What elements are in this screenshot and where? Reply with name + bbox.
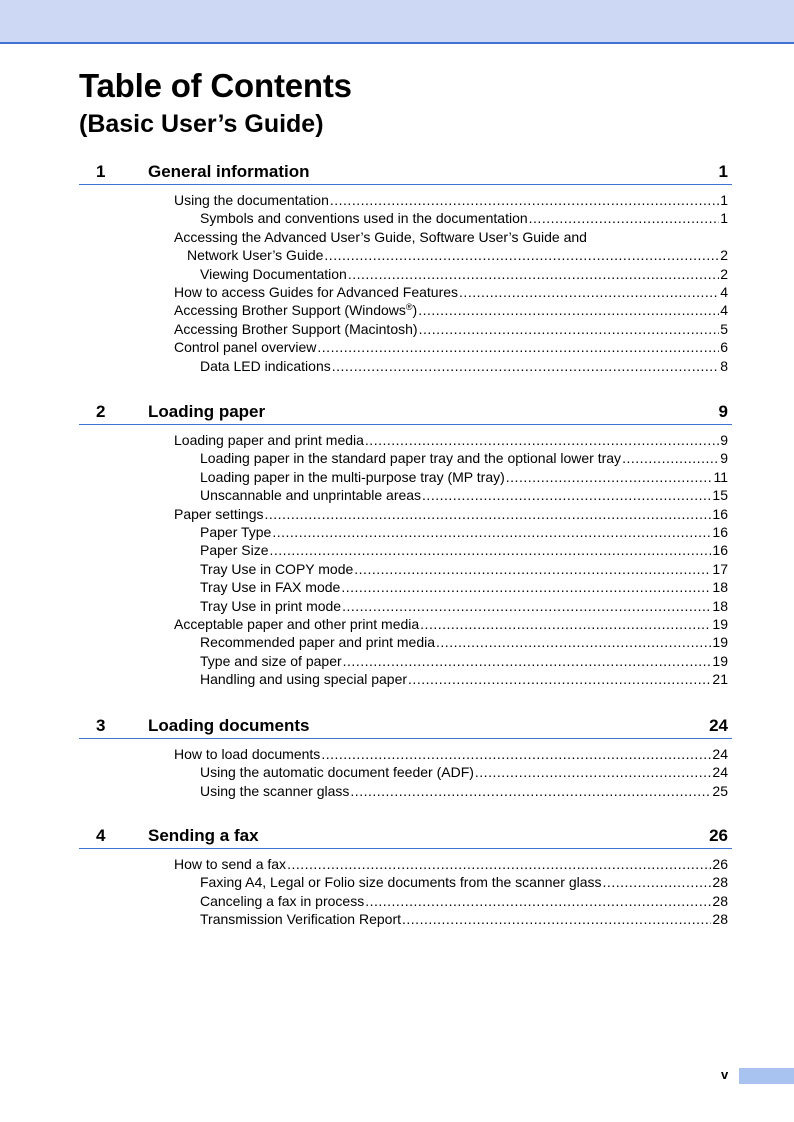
toc-entry[interactable] xyxy=(174,191,728,209)
toc-entry[interactable] xyxy=(200,578,728,596)
toc-entry-text: Symbols and conventions used in the documentation xyxy=(200,210,528,227)
dot-leader xyxy=(475,763,712,781)
chapter-heading[interactable] xyxy=(79,714,732,739)
dot-leader xyxy=(341,578,711,596)
chapter-loading-documents xyxy=(79,714,732,800)
toc-entry[interactable] xyxy=(187,246,728,264)
toc-entry[interactable] xyxy=(200,486,728,504)
chapter-number: 2 xyxy=(96,402,106,421)
dot-leader xyxy=(365,892,711,910)
toc-entry-page: 1 xyxy=(720,192,728,208)
toc-entry-text: How to send a fax xyxy=(174,856,287,872)
dot-leader xyxy=(622,449,719,467)
dot-leader xyxy=(332,357,719,375)
footer-page-number: v xyxy=(721,1067,729,1082)
toc-entry-text: Type and size of paper xyxy=(200,652,342,669)
toc-entry[interactable] xyxy=(174,505,728,523)
dot-leader xyxy=(348,265,719,283)
toc-entry-page: 9 xyxy=(720,450,728,467)
toc-entry[interactable] xyxy=(200,209,728,227)
toc-entry[interactable] xyxy=(174,320,728,338)
chapter-page: 9 xyxy=(718,402,728,421)
dot-leader xyxy=(603,873,712,891)
toc-entry-text: How to access Guides for Advanced Features xyxy=(174,284,459,301)
toc-entry[interactable] xyxy=(174,855,728,873)
dot-leader xyxy=(324,246,719,264)
toc-entry-page: 19 xyxy=(712,634,728,651)
dot-leader xyxy=(408,670,711,688)
toc-entry-page: 2 xyxy=(720,265,728,282)
toc-entry-text: Accessing Brother Support (Macintosh) xyxy=(174,320,418,337)
toc-entry-page: 25 xyxy=(712,782,728,799)
toc-entry-list xyxy=(79,739,732,800)
chapter-title: General information xyxy=(148,162,310,181)
toc-entry-page: 2 xyxy=(720,247,728,264)
toc-entry-text xyxy=(174,301,417,319)
dot-leader xyxy=(330,191,719,209)
registered-mark: ® xyxy=(405,302,413,313)
toc-entry-text: Unscannable and unprintable areas xyxy=(200,487,422,504)
dot-leader xyxy=(265,505,712,523)
toc-entry-text: Faxing A4, Legal or Folio size documents from the scanner glass xyxy=(200,874,602,891)
toc-entry-text: Tray Use in FAX mode xyxy=(200,579,341,596)
toc-entry-text: Acceptable paper and other print media xyxy=(174,616,420,633)
dot-leader xyxy=(436,633,711,651)
toc-entry-text: Using the scanner glass xyxy=(200,782,350,799)
toc-entry-text: Loading paper and print media xyxy=(174,432,364,448)
dot-leader xyxy=(269,541,711,559)
toc-entry-text: Loading paper in the multi-purpose tray (MP tray) xyxy=(200,468,505,485)
toc-entry[interactable] xyxy=(174,228,728,246)
toc-entry[interactable] xyxy=(200,449,728,467)
toc-entry-page: 11 xyxy=(713,468,728,485)
chapter-general-information xyxy=(79,160,732,375)
chapter-title: Loading documents xyxy=(148,716,310,735)
toc-entry-text: Network User’s Guide xyxy=(187,247,324,264)
toc-entry-page: 28 xyxy=(712,911,728,928)
dot-leader xyxy=(459,283,719,301)
toc-entry-page: 1 xyxy=(720,210,728,227)
toc-entry-page: 17 xyxy=(712,560,728,577)
chapter-number: 4 xyxy=(96,826,106,845)
header-band xyxy=(0,0,794,44)
toc-entry-text: Data LED indications xyxy=(200,357,331,374)
toc-entry[interactable] xyxy=(200,873,728,891)
toc-entry-page: 16 xyxy=(712,524,728,541)
toc-entry-text: Paper Size xyxy=(200,542,269,559)
dot-leader xyxy=(354,560,711,578)
chapter-heading[interactable] xyxy=(79,824,732,849)
toc-entry-page: 16 xyxy=(712,505,728,522)
chapter-page: 24 xyxy=(709,716,728,735)
toc-entry-text: Paper Type xyxy=(200,524,272,541)
footer-band xyxy=(739,1068,794,1084)
toc-entry-text: Viewing Documentation xyxy=(200,265,347,282)
dot-leader xyxy=(343,652,712,670)
toc-entry-page: 24 xyxy=(712,746,728,762)
toc-entry-page: 4 xyxy=(720,284,728,301)
toc-entry-text: Handling and using special paper xyxy=(200,671,408,688)
chapter-page: 26 xyxy=(709,826,728,845)
chapter-sending-a-fax xyxy=(79,824,732,929)
toc-entry-page: 21 xyxy=(712,671,728,688)
toc-entry-text: Using the automatic document feeder (ADF) xyxy=(200,764,474,781)
chapter-heading[interactable] xyxy=(79,160,732,185)
chapter-title: Loading paper xyxy=(148,402,266,421)
toc-entry-text-tail: ) xyxy=(412,302,418,319)
toc-entry-page: 26 xyxy=(712,856,728,872)
toc-entry-text: Accessing the Advanced User’s Guide, Software User’s Guide and xyxy=(174,228,587,245)
chapter-number: 1 xyxy=(96,162,106,181)
dot-leader xyxy=(420,615,711,633)
toc-entry[interactable] xyxy=(200,892,728,910)
toc-entry-page: 16 xyxy=(712,542,728,559)
toc-entry-list xyxy=(79,185,732,375)
toc-entry-page: 8 xyxy=(720,357,728,374)
dot-leader xyxy=(418,301,719,319)
toc-entry-text: Tray Use in print mode xyxy=(200,597,342,614)
dot-leader xyxy=(402,910,711,928)
toc-entry-text: Control panel overview xyxy=(174,339,317,356)
chapter-title: Sending a fax xyxy=(148,826,259,845)
chapter-loading-paper xyxy=(79,400,732,689)
dot-leader xyxy=(350,782,711,800)
toc-entry-page: 24 xyxy=(712,764,728,781)
toc-entry[interactable] xyxy=(174,283,728,301)
toc-entry[interactable] xyxy=(200,541,728,559)
toc-entry[interactable] xyxy=(174,615,728,633)
dot-leader xyxy=(321,745,711,763)
page-title: Table of Contents xyxy=(79,67,352,104)
toc-entry-list xyxy=(79,849,732,929)
toc-entry-text: Canceling a fax in process xyxy=(200,892,365,909)
toc-entry-text: Recommended paper and print media xyxy=(200,634,436,651)
toc-entry[interactable] xyxy=(200,763,728,781)
toc-entry[interactable] xyxy=(174,338,728,356)
toc-entry-page: 19 xyxy=(712,652,728,669)
toc-entry-text: Loading paper in the standard paper tray and the optional lower tray xyxy=(200,450,622,467)
dot-leader xyxy=(529,209,720,227)
chapter-number: 3 xyxy=(96,716,106,735)
toc-entry[interactable] xyxy=(200,265,728,283)
toc-entry-text-main: Accessing Brother Support (Windows xyxy=(174,302,406,319)
toc-entry-page: 4 xyxy=(720,302,728,319)
toc-entry-text: Using the documentation xyxy=(174,192,329,208)
chapter-page: 1 xyxy=(718,162,728,181)
toc-entry[interactable] xyxy=(174,431,728,449)
page-subtitle: (Basic User’s Guide) xyxy=(79,110,324,138)
toc-entry-page: 19 xyxy=(712,616,728,633)
toc-entry-page: 5 xyxy=(720,320,728,337)
toc-entry[interactable] xyxy=(200,560,728,578)
toc-entry[interactable] xyxy=(200,652,728,670)
toc-entry[interactable] xyxy=(200,633,728,651)
toc-entry[interactable] xyxy=(200,782,728,800)
dot-leader xyxy=(342,597,711,615)
dot-leader xyxy=(287,855,711,873)
dot-leader xyxy=(317,338,719,356)
toc-entry[interactable] xyxy=(174,301,728,319)
toc-entry-page: 18 xyxy=(712,597,728,614)
toc-entry-text: Paper settings xyxy=(174,505,264,522)
toc-entry-text: Transmission Verification Report xyxy=(200,911,402,928)
toc-entry[interactable] xyxy=(174,745,728,763)
toc-entry-page: 18 xyxy=(712,579,728,596)
dot-leader xyxy=(365,431,719,449)
toc-entry[interactable] xyxy=(200,910,728,928)
toc-entry[interactable] xyxy=(200,597,728,615)
dot-leader xyxy=(419,320,720,338)
toc-entry-page: 28 xyxy=(712,874,728,891)
dot-leader xyxy=(422,486,711,504)
toc-entry-page: 9 xyxy=(720,432,728,448)
toc-entry[interactable] xyxy=(200,357,728,375)
toc-entry[interactable] xyxy=(200,670,728,688)
toc-entry-page: 6 xyxy=(720,339,728,356)
toc-entry-page: 15 xyxy=(712,487,728,504)
toc-entry-page: 28 xyxy=(712,892,728,909)
toc-entry[interactable] xyxy=(200,523,728,541)
dot-leader xyxy=(272,523,711,541)
toc-entry[interactable] xyxy=(200,468,728,486)
dot-leader xyxy=(506,468,713,486)
toc-entry-text: Tray Use in COPY mode xyxy=(200,560,354,577)
chapter-heading[interactable] xyxy=(79,400,732,425)
toc-entry-text: How to load documents xyxy=(174,746,321,762)
toc-entry-list xyxy=(79,425,732,689)
